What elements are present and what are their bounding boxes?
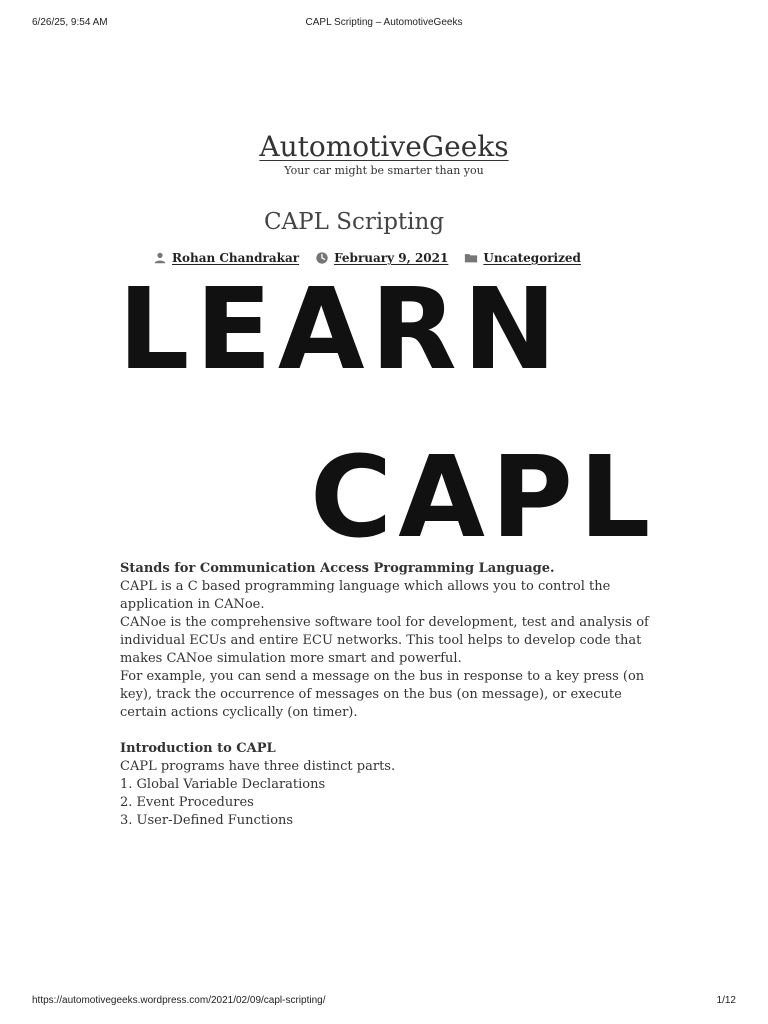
list-item: 3. User-Defined Functions	[120, 813, 294, 828]
list-item: 1. Global Variable Declarations	[120, 777, 326, 792]
print-url: https://automotivegeeks.wordpress.com/2021/02/09/capl-scripting/	[32, 995, 326, 1006]
print-datetime: 6/26/25, 9:54 AM	[32, 17, 108, 28]
meta-category	[464, 251, 581, 265]
print-page-title: CAPL Scripting – AutomotiveGeeks	[305, 17, 463, 28]
meta-date	[315, 251, 448, 265]
content-paragraph: CANoe is the comprehensive software tool for development, test and analysis of individual ECUs and entire ECU networks. This tool helps to develop code that makes CANoe simulation more smart and powerful.	[120, 615, 649, 666]
hero-image	[112, 265, 658, 563]
post-content	[120, 560, 660, 830]
category-link[interactable]: Uncategorized	[483, 251, 581, 265]
person-icon	[153, 251, 167, 265]
site-title-link[interactable]: AutomotiveGeeks	[259, 130, 509, 163]
hero-text-learn: LEARN	[118, 265, 563, 395]
print-header	[0, 17, 768, 31]
meta-author	[153, 251, 299, 265]
post-title: CAPL Scripting	[263, 209, 445, 235]
clock-icon	[315, 251, 329, 265]
list-item: 2. Event Procedures	[120, 795, 254, 810]
content-paragraph: CAPL programs have three distinct parts.	[120, 759, 396, 774]
content-paragraph: CAPL is a C based programming language which allows you to control the application in CANoe.	[120, 579, 611, 612]
content-heading-definition: Stands for Communication Access Programming Language.	[120, 561, 555, 576]
print-footer	[0, 995, 768, 1009]
spacer	[120, 722, 660, 740]
folder-icon	[464, 251, 478, 265]
site-title	[0, 130, 768, 164]
hero-text-capl: CAPL	[310, 433, 657, 563]
content-paragraph: For example, you can send a message on the bus in response to a key press (on key), track the occurrence of messages on the bus (on message), or execute certain actions cyclically (on timer).	[120, 669, 645, 720]
author-link[interactable]: Rohan Chandrakar	[172, 251, 300, 265]
site-tagline: Your car might be smarter than you	[284, 164, 484, 177]
content-heading-intro: Introduction to CAPL	[120, 741, 276, 756]
print-page-number: 1/12	[716, 995, 736, 1006]
date-link[interactable]: February 9, 2021	[334, 251, 449, 265]
